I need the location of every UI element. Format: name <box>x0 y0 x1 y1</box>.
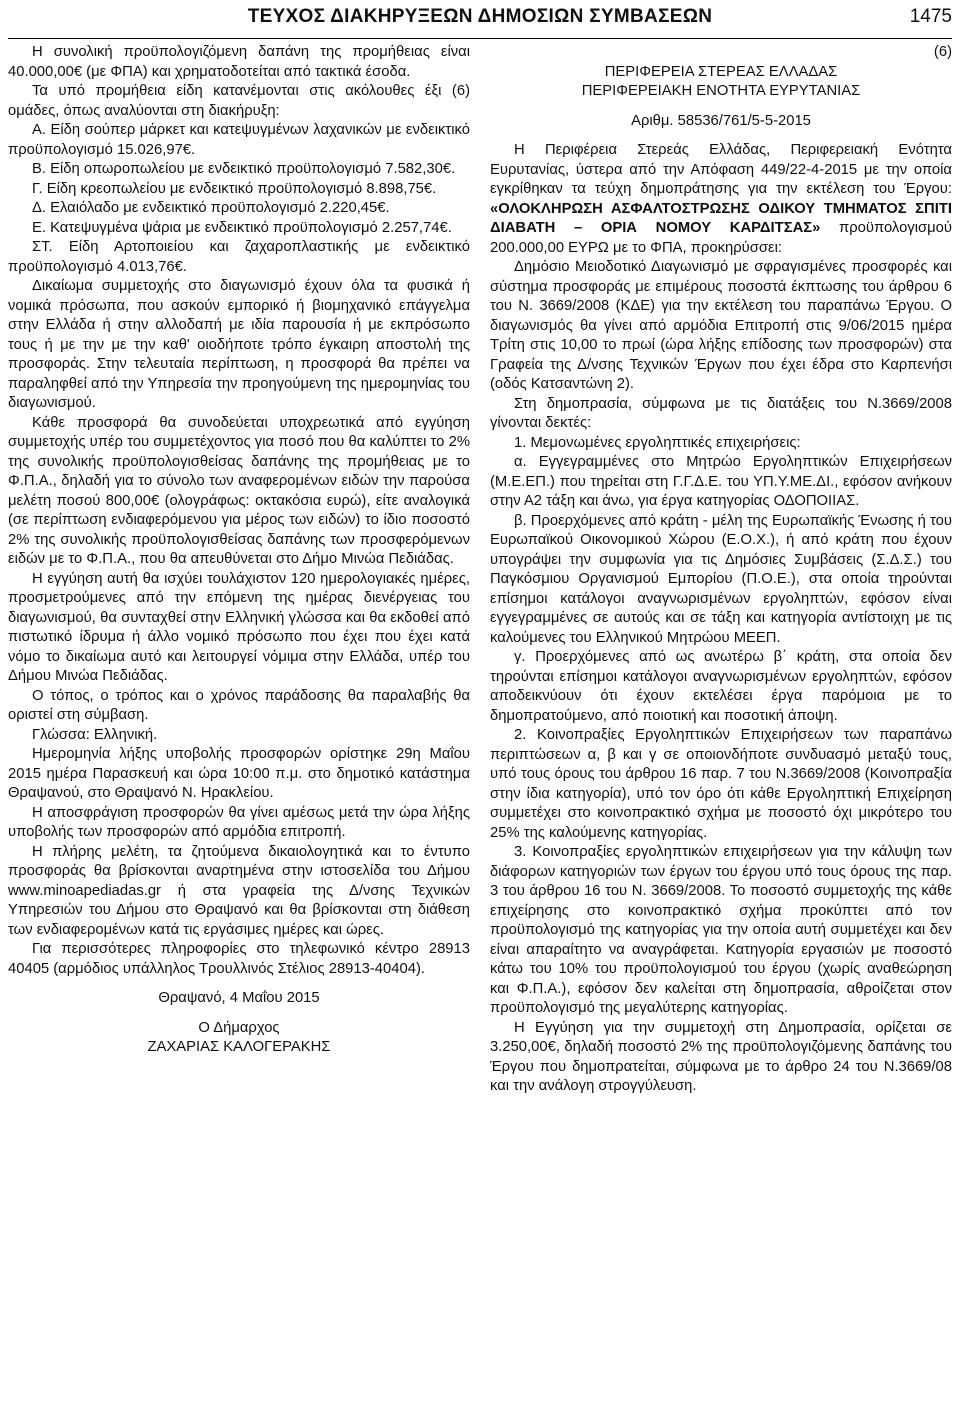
item-number: (6) <box>933 44 952 60</box>
list-item: α. Εγγεγραμμένες στο Μητρώο Εργοληπτικών Επιχειρήσεων (Μ.Ε.ΕΠ.) που τηρείται στη Γ.Γ.Δ.Ε. του ΥΠ.Υ.ΜΕ.ΔΙ., εφόσον ανήκουν στην Α2 τάξη και άνω, για έργα κατηγορίας ΟΔΟΠΟΙΙΑΣ. <box>490 454 952 509</box>
list-item: 3. Κοινοπραξίες εργοληπτικών επιχειρήσεων για την κάλυψη των διάφορων κατηγοριών των έργων του έργου υπό τους όρους της παρ. 3 του άρθρου 16 του Ν. 3669/2008. Το ποσοστό συμμετοχής της κάθε επιχείρησης στο κοινοπρακτικό σχήμα προκύπτει από τον προϋπολογισμό της κατηγορίας για την οποία αυτή συμμετέχει και δεν είναι απαραίτητο να αναγράφεται. Κατηγορία εργασιών με ποσοστό κάτω του 10% του προϋπολογισμού του έργου (χωρίς αναθεώρηση και Φ.Π.Α.), εφόσον δεν καλείται στη δημοπρασία, αθροίζεται στον προϋπολογισμό της μεγαλύτερης κατηγορίας. <box>490 844 952 1016</box>
signer-title: Ο Δήμαρχος <box>198 1019 280 1036</box>
list-item: Ε. Κατεψυγμένα ψάρια με ενδεικτικό προϋπολογισμό 2.257,74€. <box>32 219 452 236</box>
paragraph: Ημερομηνία λήξης υποβολής προσφορών ορίστηκε 29η Μαΐου 2015 ημέρα Παρασκευή και ώρα 10:00 π.μ. στο δημοτικό κατάστημα Θραψανού, στο Θραψανό Ν. Ηρακλείου. <box>8 746 470 801</box>
list-item: Β. Είδη οπωροπωλείου με ενδεικτικό προϋπολογισμό 7.582,30€. <box>32 161 456 177</box>
list-item: γ. Προερχόμενες από ως ανωτέρω β΄ κράτη, στα οποία δεν τηρούνται επίσημοι κατάλογοι αναγνωρισμένων εργοληπτών, εφόσον αποδεικνύουν ότι έχουν εκτελέσει έργα παρόμοια με το δημοπρατούμενο, από ποιοτική και ποσοτική άποψη. <box>490 649 952 724</box>
paragraph: Για περισσότερες πληροφορίες στο τηλεφωνικό κέντρο 28913 40405 (αρμόδιος υπάλληλος Τρουλλινός Στέλιος 28913-40404). <box>8 941 470 977</box>
paragraph <box>490 141 952 258</box>
signer-name: ΖΑΧΑΡΙΑΣ ΚΑΛΟΓΕΡΑΚΗΣ <box>147 1039 331 1055</box>
page-number: 1475 <box>909 6 952 27</box>
paragraph: Γλώσσα: Ελληνική. <box>32 726 158 743</box>
right-column <box>490 43 952 1097</box>
authority-line-1: ΠΕΡΙΦΕΡΕΙΑ ΣΤΕΡΕΑΣ ΕΛΛΑΔΑΣ <box>604 63 838 80</box>
paragraph: Η εγγύηση αυτή θα ισχύει τουλάχιστον 120 ημερολογιακές ημέρες, προσμετρούμενες από την επόμενη της ημέρας διενέργειας του διαγωνισμού, θα συνταχθεί στην Ελληνική γλώσσα και θα εκδοθεί από πιστωτικό ίδρυμα ή άλλο νομικό πρόσωπο που έχει που έχει κατά νόμο το δικαίωμα αυτό και λειτουργεί νόμιμα στην Ελλάδα, υπέρ του Δήμου Μινώα Πεδιάδας. <box>8 570 470 684</box>
place-date: Θραψανό, 4 Μαΐου 2015 <box>158 990 320 1006</box>
paragraph: Η αποσφράγιση προσφορών θα γίνει αμέσως μετά την ώρα λήξης υποβολής των προσφορών από αρμόδια επιτροπή. <box>8 804 470 840</box>
list-item: β. Προερχόμενες από κράτη - μέλη της Ευρωπαϊκής Ένωσης ή του Ευρωπαϊκού Οικονομικού Χώρου (Ε.Ο.Χ.), ή από κράτη που έχουν υπογράψει την συμφωνία για τις Δημόσιες Συμβάσεις (Σ.Δ.Σ.) του Παγκόσμιου Οργανισμού Εμπορίου (Π.Ο.Ε.), στα οποία τηρούνται επίσημοι κατάλογοι αναγνωρισμένων εργοληπτών, εφόσον είναι εγγεγραμμένες σε αυτούς και σε τάξη και κατηγορία αντίστοιχη με τις καλούμενες του Ελληνικού Μητρώου ΜΕΕΠ. <box>490 512 952 646</box>
gazette-title: ΤΕΥΧΟΣ ΔΙΑΚΗΡΥΞΕΩΝ ΔΗΜΟΣΙΩΝ ΣΥΜΒΑΣΕΩΝ <box>247 6 713 27</box>
paragraph: Στη δημοπρασία, σύμφωνα με τις διατάξεις του Ν.3669/2008 γίνονται δεκτές: <box>490 395 952 431</box>
paragraph: Η συνολική προϋπολογιζόμενη δαπάνη της προμήθειας είναι 40.000,00€ (με ΦΠΑ) και χρηματοδοτείται από τακτικά έσοδα. <box>8 44 470 80</box>
authority-line-2: ΠΕΡΙΦΕΡΕΙΑΚΗ ΕΝΟΤΗΤΑ ΕΥΡΥΤΑΝΙΑΣ <box>581 83 861 99</box>
list-item: Γ. Είδη κρεοπωλείου με ενδεικτικό προϋπολογισμό 8.898,75€. <box>32 180 437 197</box>
list-item: 2. Κοινοπραξίες Εργοληπτικών Επιχειρήσεων των παραπάνω περιπτώσεων α, β και γ σε οποιονδήποτε συνδυασμό μεταξύ τους, υπό τους όρους του άρθρου 16 παρ. 7 του Ν.3669/2008 (Κοινοπραξία στην ίδια κατηγορία), υπό τον όρο ότι κάθε Εργοληπτική Επιχείρηση συμμετέχει στο κοινοπρακτικό σχήμα με ποσοστό όχι μικρότερο του 25% της καλούμενης κατηγορίας. <box>490 727 952 841</box>
list-item: ΣΤ. Είδη Αρτοποιείου και ζαχαροπλαστικής με ενδεικτικό προϋπολογισμό 4.013,76€. <box>8 239 470 275</box>
list-item: 1. Μεμονωμένες εργοληπτικές επιχειρήσεις: <box>514 434 801 451</box>
paragraph: Δικαίωμα συμμετοχής στο διαγωνισμό έχουν όλα τα φυσικά ή νομικά πρόσωπα, που ασκούν εμπορικό ή βιομηχανικό επάγγελμα στην Ελλάδα ή στην αλλοδαπή με ιδία παρουσία ή με εκπρόσωπο τους ή με την με την καθ' οιοδήποτε τρόπο έγκαιρη αποστολή της προσφοράς. Στην τελευταία περίπτωση, η προσφορά θα πρέπει να παραληφθεί από την Υπηρεσία την προηγούμενη της ημερομηνίας του διαγωνισμού. <box>8 278 470 411</box>
paragraph: Τα υπό προμήθεια είδη κατανέμονται στις ακόλουθες έξι (6) ομάδες, όπως αναλύονται στη διακήρυξη: <box>8 83 470 119</box>
list-item: Α. Είδη σούπερ μάρκετ και κατεψυγμένων λαχανικών με ενδεικτικό προϋπολογισμό 15.026,97€. <box>8 122 470 158</box>
intro-text: Η Περιφέρεια Στερεάς Ελλάδας, Περιφερειακή Ενότητα Ευρυτανίας, ύστερα από την Απόφαση 449/22-4-2015 με την οποία εγκρίθηκαν τα τεύχη δημοπράτησης για την εκτέλεση του Έργου: <box>490 142 952 197</box>
paragraph: Κάθε προσφορά θα συνοδεύεται υποχρεωτικά από εγγύηση συμμετοχής υπέρ του συμμετέχοντος για ποσό που θα καλύπτει το 2% της συνολικής προϋπολογισθείσας δαπάνης της προμήθειας με το Φ.Π.Α., δηλαδή για το σύνολο των αναφερομένων ειδών την παρούσα μελέτη ποσού 800,00€ (ολογράφως: οκτακόσια ευρώ), είτε αναλογικά (σε περίπτωση ενδιαφερόμενου για μέρος των ειδών) το ίδιο ποσοστό 2% της συνολικής προϋπολογισθείσας δαπάνης των προσφερόμενων ειδών με το Φ.Π.Α., που θα απευθύνεται στο Δήμο Μινώα Πεδιάδας. <box>8 414 470 567</box>
project-title: «ΟΛΟΚΛΗΡΩΣΗ ΑΣΦΑΛΤΟΣΤΡΩΣΗΣ ΟΔΙΚΟΥ ΤΜΗΜΑΤΟΣ ΣΠΙΤΙ ΔΙΑΒΑΤΗ – ΟΡΙΑ ΝΟΜΟΥ ΚΑΡΔΙΤΣΑΣ» <box>490 200 952 236</box>
reference-number: Αριθμ. 58536/761/5-5-2015 <box>631 112 811 129</box>
budget-text: προϋπολογισμού 200.000,00 ΕΥΡΩ με το ΦΠΑ, προκηρύσσει: <box>490 220 952 256</box>
list-item: Δ. Ελαιόλαδο με ενδεικτικό προϋπολογισμό 2.220,45€. <box>32 200 390 216</box>
paragraph: Η πλήρης μελέτη, τα ζητούμενα δικαιολογητικά και το έντυπο προσφοράς θα βρίσκονται αναρτημένα στην ιστοσελίδα του Δήμου www.minoapediadas.gr ή στα γραφεία της Δ/νσης Τεχνικών Υπηρεσιών του Δήμου στο Θραψανό και θα βρίσκονται στη διάθεση των ενδιαφερομένων κατά τις εργάσιμες ημέρες και ώρες. <box>8 843 470 938</box>
paragraph: Ο τόπος, ο τρόπος και ο χρόνος παράδοσης θα παραλαβής θα οριστεί στη σύμβαση. <box>8 687 470 723</box>
left-column <box>8 43 470 1058</box>
paragraph: Η Εγγύηση για την συμμετοχή στη Δημοπρασία, ορίζεται σε 3.250,00€, δηλαδή ποσοστό 2% της προϋπολογιζόμενης δαπάνης του Έργου που δημοπρατείται, σύμφωνα με το άρθρο 24 του Ν.3669/08 και την ανάλογη στρογγύλευση. <box>490 1019 952 1094</box>
page-header <box>8 0 952 39</box>
paragraph: Δημόσιο Μειοδοτικό Διαγωνισμό με σφραγισμένες προσφορές και σύστημα προσφοράς με επιμέρους ποσοστά έκπτωσης του άρθρου 6 του Ν. 3669/2008 (ΚΔΕ) για την εκτέλεση του παραπάνω Έργου. Ο διαγωνισμός θα γίνει από αρμόδια Επιτροπή στις 9/06/2015 ημέρα Τρίτη στις 10,00 το πρωί (ώρα λήξης επίδοσης των προσφορών) στα Γραφεία της Δ/νσης Τεχνικών Έργων που έχει έδρα στο Καρπενήσι (οδός Κατσαντώνη 2). <box>490 259 952 392</box>
